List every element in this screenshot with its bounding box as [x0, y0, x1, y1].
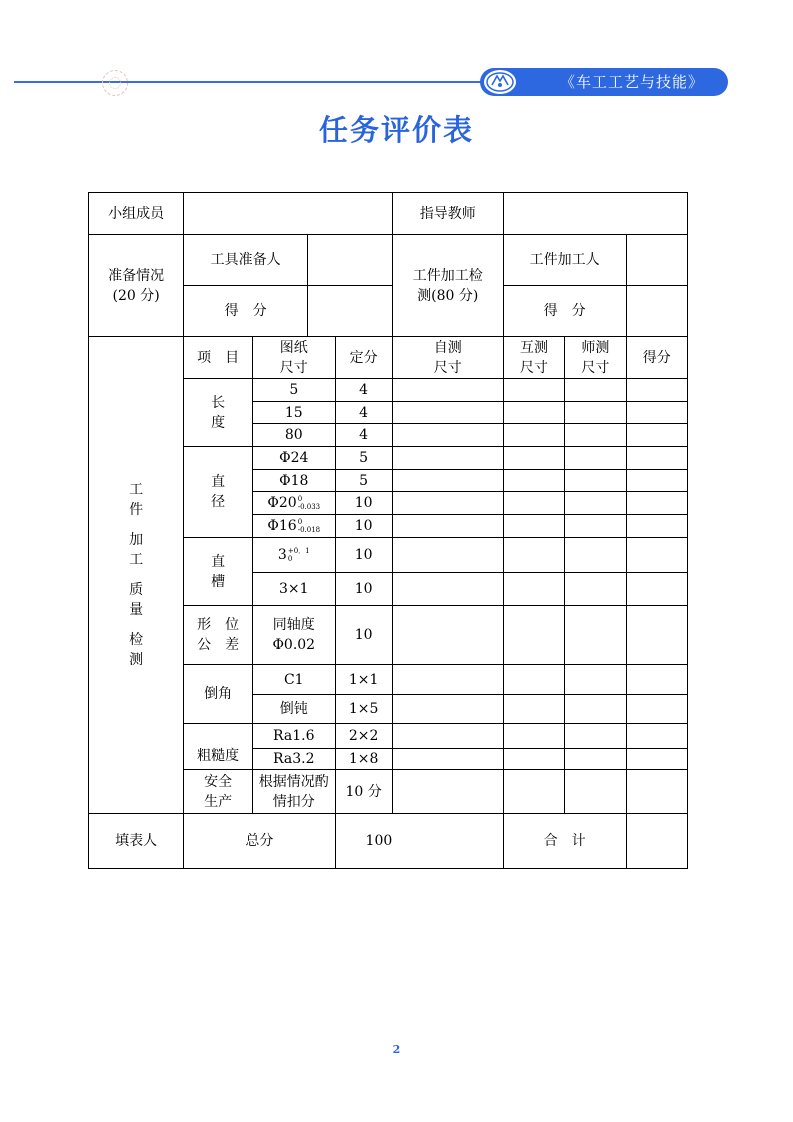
prep-label: 准备情况 — [108, 267, 165, 284]
col-teacher-header: 师测 尺寸 — [565, 337, 626, 379]
workpiece-check-label-2: 测(80 分) — [417, 287, 479, 304]
prep-label-cell — [89, 235, 184, 337]
row-dim: Ra3.2 — [253, 749, 336, 770]
row-points: 4 — [335, 402, 392, 424]
row-dim: 根据情况酌 情扣分 — [253, 770, 336, 814]
group-form-tolerance: 形 位 公 差 — [184, 606, 253, 665]
workpiece-worker-label: 工件加工人 — [503, 235, 626, 286]
row-dim: 80 — [253, 424, 336, 447]
row-dim: Φ20 0 -0.033 — [253, 492, 336, 515]
row-dim: C1 — [253, 665, 336, 695]
check-score-label: 得 分 — [503, 286, 626, 337]
prep-score-value — [308, 286, 393, 337]
col-peer-header: 互测 尺寸 — [503, 337, 564, 379]
check-score-value — [626, 286, 687, 337]
total-label: 总分 — [184, 814, 335, 869]
sum-value — [626, 814, 687, 869]
quality-section-label: 工 件 加 工 质 量 检 测 — [89, 337, 184, 814]
row-dim: 倒钝 — [253, 695, 336, 724]
group-members-value — [184, 193, 392, 235]
row-dim: 15 — [253, 402, 336, 424]
col-points-header: 定分 — [335, 337, 392, 379]
group-chamfer: 倒角 — [184, 665, 253, 724]
faint-emblem-icon — [102, 70, 128, 96]
instructor-label: 指导教师 — [392, 193, 503, 235]
prep-points: (20 分) — [112, 287, 160, 304]
instructor-value — [503, 193, 687, 235]
workpiece-check-cell — [392, 235, 503, 337]
col-item-header: 项 目 — [184, 337, 253, 379]
row-points: 4 — [335, 379, 392, 402]
row-points: 2×2 — [335, 724, 392, 749]
sum-label: 合 计 — [503, 814, 626, 869]
col-score-header: 得分 — [626, 337, 687, 379]
row-dim: 同轴度 Φ0.02 — [253, 606, 336, 665]
book-title: 《车工工艺与技能》 — [560, 73, 705, 91]
group-length: 长 度 — [184, 379, 253, 447]
row-dim: 5 — [253, 379, 336, 402]
group-roughness: 粗糙度 — [184, 724, 253, 770]
school-emblem-icon — [484, 70, 516, 94]
row-points: 10 — [335, 606, 392, 665]
evaluation-table — [88, 192, 688, 869]
col-self-header: 自测 尺寸 — [392, 337, 503, 379]
group-diameter: 直 径 — [184, 447, 253, 538]
col-drawing-header: 图纸 尺寸 — [253, 337, 336, 379]
row-dim: Φ18 — [253, 470, 336, 492]
row-points: 1×5 — [335, 695, 392, 724]
prep-score-label: 得 分 — [184, 286, 308, 337]
row-points: 10 — [335, 573, 392, 606]
row-points: 10 分 — [335, 770, 392, 814]
row-points: 10 — [335, 492, 392, 515]
row-points: 4 — [335, 424, 392, 447]
workpiece-worker-value — [626, 235, 687, 286]
row-dim: Φ16 0 -0.018 — [253, 515, 336, 538]
row-dim: 3 +0．1 0 — [253, 538, 336, 573]
tool-preparer-label: 工具准备人 — [184, 235, 308, 286]
tool-preparer-value — [308, 235, 393, 286]
page-title: 任务评价表 — [318, 113, 474, 147]
row-dim: Φ24 — [253, 447, 336, 470]
total-value: 100 — [335, 814, 503, 869]
row-points: 1×1 — [335, 665, 392, 695]
group-members-label: 小组成员 — [89, 193, 184, 235]
row-points: 10 — [335, 538, 392, 573]
header-rule — [14, 81, 484, 83]
workpiece-check-label: 工件加工检 — [412, 267, 483, 284]
row-points: 10 — [335, 515, 392, 538]
group-groove: 直 槽 — [184, 538, 253, 606]
row-dim: Ra1.6 — [253, 724, 336, 749]
filler-label: 填表人 — [89, 814, 184, 869]
row-points: 5 — [335, 470, 392, 492]
page-number: 2 — [392, 1043, 401, 1056]
row-points: 1×8 — [335, 749, 392, 770]
row-dim: 3×1 — [253, 573, 336, 606]
row-points: 5 — [335, 447, 392, 470]
group-safety: 安全 生产 — [184, 770, 253, 814]
